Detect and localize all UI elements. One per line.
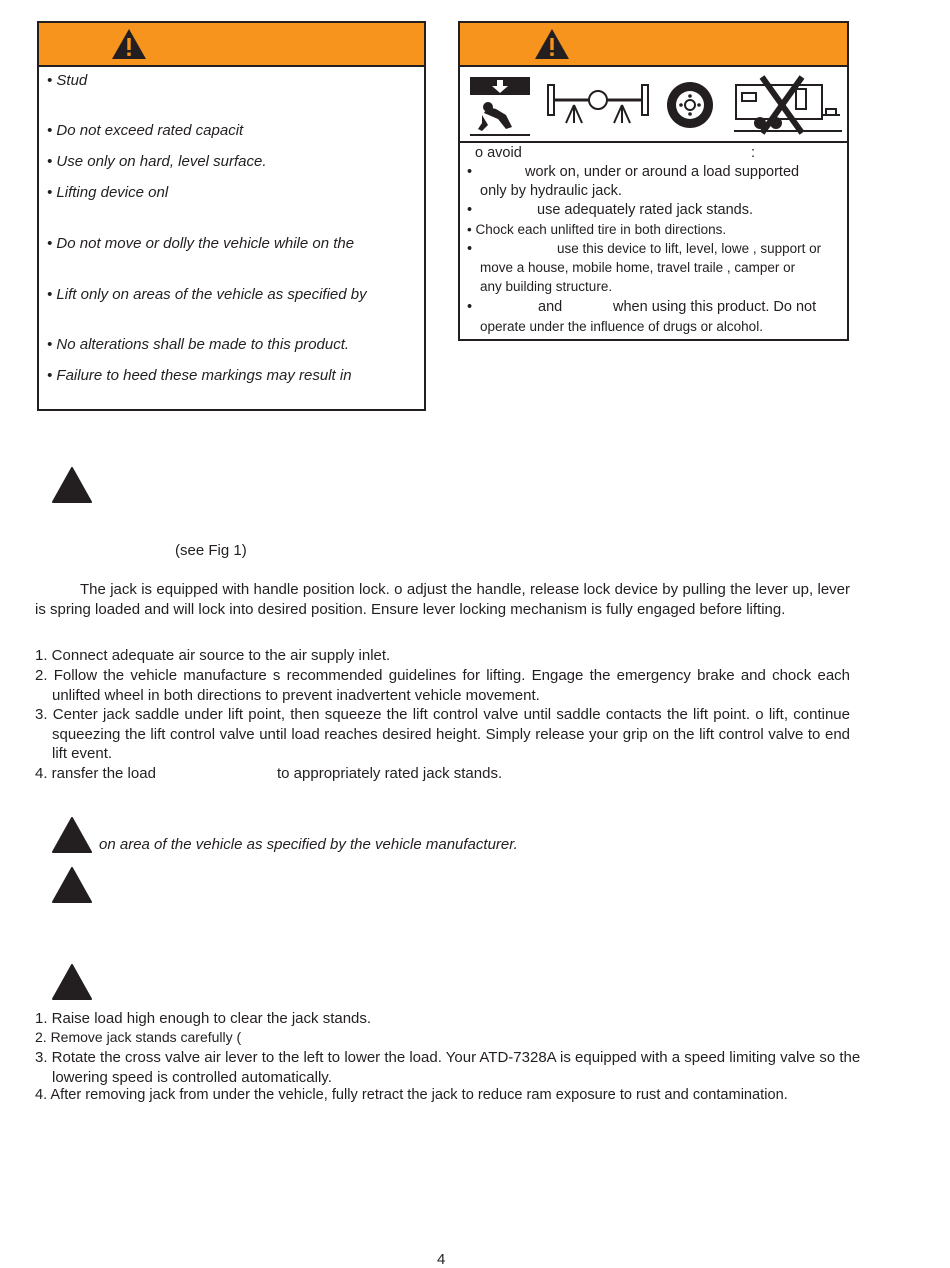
warning-line: • bbox=[467, 202, 473, 218]
warning-line: • Failure to heed these markings may result in bbox=[47, 367, 352, 384]
warning-line: and bbox=[538, 299, 563, 315]
warning-line: : bbox=[751, 145, 756, 161]
warning-line: • Do not move or dolly the vehicle while on the bbox=[47, 235, 355, 252]
operation-step-text: 1. Connect adequate air source to the air supply inlet. bbox=[35, 647, 391, 664]
warning-triangle-icon bbox=[52, 817, 92, 853]
warning-header bbox=[39, 23, 424, 67]
operation-step-4b: to appropriately rated jack stands. bbox=[277, 765, 503, 782]
hazard-pictogram-row bbox=[460, 67, 847, 143]
warning-triangle-icon bbox=[52, 467, 92, 503]
warning-triangle-icon bbox=[52, 867, 92, 903]
axle-on-stands-icon bbox=[546, 81, 650, 141]
warning-triangle-icon bbox=[52, 964, 92, 1000]
lift-point-warning: on area of the vehicle as specified by the vehicle manufacturer. bbox=[99, 836, 518, 853]
warning-line: operate under the influence of drugs or alcohol. bbox=[480, 319, 763, 334]
lowering-step: 2. Remove jack stands carefully ( bbox=[35, 1029, 242, 1045]
operation-step: 3. Center jack saddle under lift point, then squeeze the lift control valve until saddle contacts the lift point. o lift, continue squeezing the lift control valve until load reaches desired height. Simply release your grip on the lift control valve to end lift event. bbox=[35, 706, 850, 762]
lowering-step: 1. Raise load high enough to clear the jack stands. bbox=[35, 1010, 372, 1027]
handle-lock-paragraph: The jack is equipped with handle position lock. o adjust the handle, release lock device by pulling the lever up, lever is spring loaded and will lock into desired position. Ensure lever locking mechanism is fully engaged before lifting. bbox=[35, 581, 850, 618]
warning-line: • Use only on hard, level surface. bbox=[47, 153, 267, 170]
crush-hazard-icon bbox=[468, 75, 532, 137]
lowering-step: 4. After removing jack from under the vehicle, fully retract the jack to reduce ram exposure to rust and contamination. bbox=[35, 1087, 788, 1103]
warning-triangle-icon bbox=[534, 28, 570, 60]
figure-reference: (see Fig 1) bbox=[175, 542, 247, 559]
warning-line: • Do not exceed rated capacit bbox=[47, 122, 244, 139]
warning-triangle-icon bbox=[111, 28, 147, 60]
operation-step bbox=[35, 646, 850, 666]
operation-step-4a: 4. ransfer the load bbox=[35, 765, 156, 782]
warning-line: use this device to lift, level, lowe , support or bbox=[557, 241, 822, 256]
warning-line: work on, under or around a load supported bbox=[525, 164, 800, 180]
warning-line: • No alterations shall be made to this product. bbox=[47, 336, 350, 353]
warning-line: any building structure. bbox=[480, 279, 613, 294]
warning-line: • Lift only on areas of the vehicle as specified by bbox=[47, 286, 367, 303]
warning-line: use adequately rated jack stands. bbox=[537, 202, 754, 218]
operation-step: 2. Follow the vehicle manufacture s recommended guidelines for lifting. Engage the emergency brake and chock each unlifted wheel in both directions to prevent inadvertent vehicle movement. bbox=[35, 667, 850, 704]
warning-line: • bbox=[467, 241, 473, 257]
page-number: 4 bbox=[437, 1251, 446, 1268]
tire-icon bbox=[664, 79, 716, 131]
lowering-step: 3. Rotate the cross valve air lever to the left to lower the load. Your ATD-7328A is equipped with a speed limiting valve so the lowering speed is controlled automatically. bbox=[35, 1049, 861, 1086]
warning-line: when using this product. Do not bbox=[613, 299, 817, 315]
warning-line: • Chock each unlifted tire in both directions. bbox=[467, 222, 727, 237]
warning-line: move a house, mobile home, travel traile , camper or bbox=[480, 260, 796, 275]
warning-line: • Lifting device onl bbox=[47, 184, 169, 201]
no-house-trailer-icon bbox=[732, 75, 844, 137]
warning-box-left bbox=[37, 21, 426, 411]
warning-line: • bbox=[467, 299, 473, 315]
warning-box-right bbox=[458, 21, 849, 341]
warning-line: • Stud bbox=[47, 72, 88, 89]
warning-line: only by hydraulic jack. bbox=[480, 183, 622, 199]
warning-header bbox=[460, 23, 847, 67]
warning-line: • bbox=[467, 164, 473, 180]
warning-line: o avoid bbox=[475, 145, 522, 161]
